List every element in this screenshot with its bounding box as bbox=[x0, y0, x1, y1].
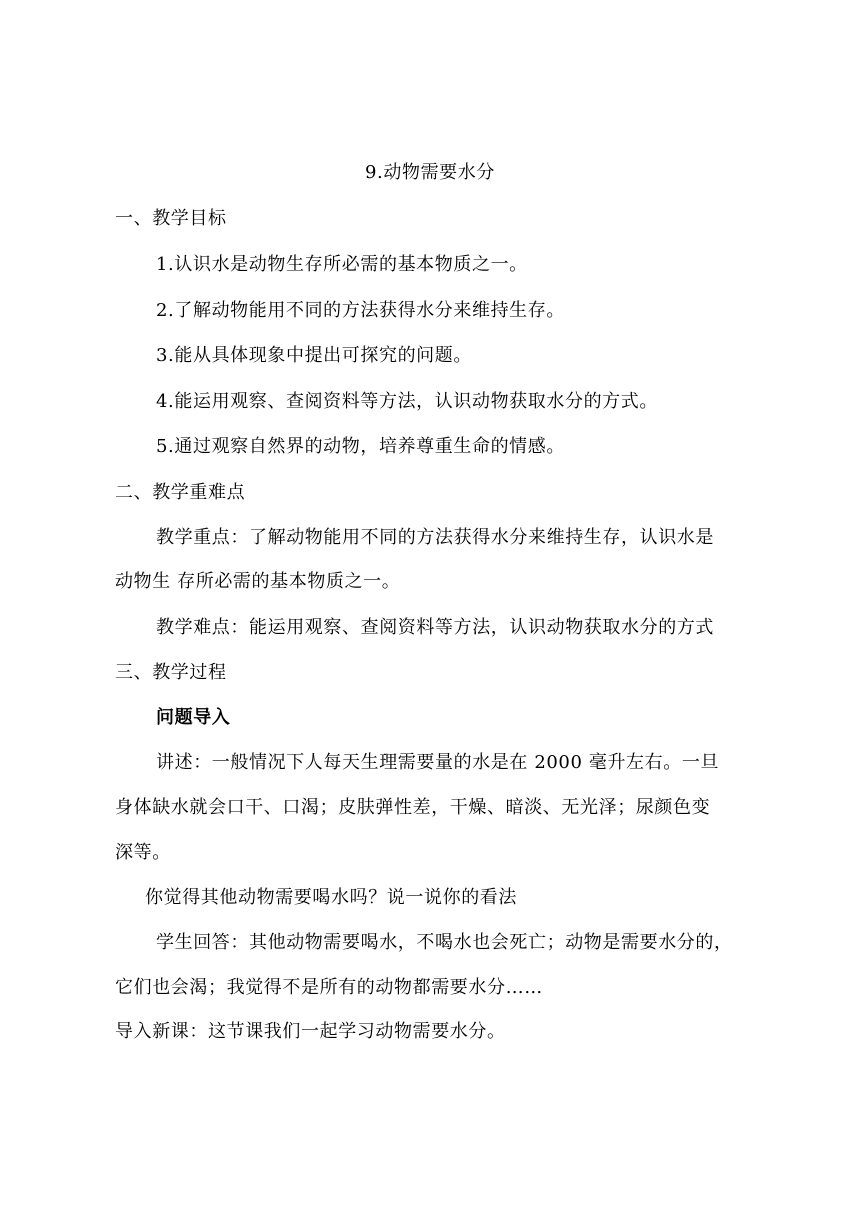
student-answer-text: 学生回答：其他动物需要喝水，不喝水也会死亡；动物是需要水分的， bbox=[156, 932, 733, 953]
objective-item: 3.能从具体现象中提出可探究的问题。 bbox=[156, 345, 472, 366]
narration-text-end: 深等。 bbox=[115, 842, 171, 863]
narration-text-cont: 身体缺水就会口干、口渴；皮肤弹性差，干燥、暗淡、无光泽；尿颜色变 bbox=[115, 797, 711, 818]
new-lesson-intro-text: 导入新课：这节课我们一起学习动物需要水分。 bbox=[115, 1021, 506, 1042]
objective-item: 5.通过观察自然界的动物，培养尊重生命的情感。 bbox=[156, 436, 565, 457]
objective-item: 4.能运用观察、查阅资料等方法，认识动物获取水分的方式。 bbox=[156, 391, 658, 412]
objective-item: 2.了解动物能用不同的方法获得水分来维持生存。 bbox=[156, 300, 565, 321]
narration-text: 讲述：一般情况下人每天生理需要量的水是在 2000 毫升左右。一旦 bbox=[156, 752, 720, 773]
key-point-text: 教学重点：了解动物能用不同的方法获得水分来维持生存，认识水是 bbox=[156, 527, 714, 548]
document-title: 9.动物需要水分 bbox=[365, 162, 495, 183]
section-heading-objectives: 一、教学目标 bbox=[115, 208, 227, 229]
subheading-question-intro: 问题导入 bbox=[156, 707, 231, 728]
section-heading-process: 三、教学过程 bbox=[115, 662, 227, 683]
section-heading-key-points: 二、教学重难点 bbox=[115, 482, 246, 503]
objective-item: 1.认识水是动物生存所必需的基本物质之一。 bbox=[156, 254, 528, 275]
question-text: 你觉得其他动物需要喝水吗？说一说你的看法 bbox=[145, 887, 517, 908]
difficult-point-text: 教学难点：能运用观察、查阅资料等方法，认识动物获取水分的方式 bbox=[156, 617, 714, 638]
key-point-text-cont: 动物生 存所必需的基本物质之一。 bbox=[115, 571, 401, 592]
student-answer-text-cont: 它们也会渴；我觉得不是所有的动物都需要水分…… bbox=[115, 977, 543, 998]
